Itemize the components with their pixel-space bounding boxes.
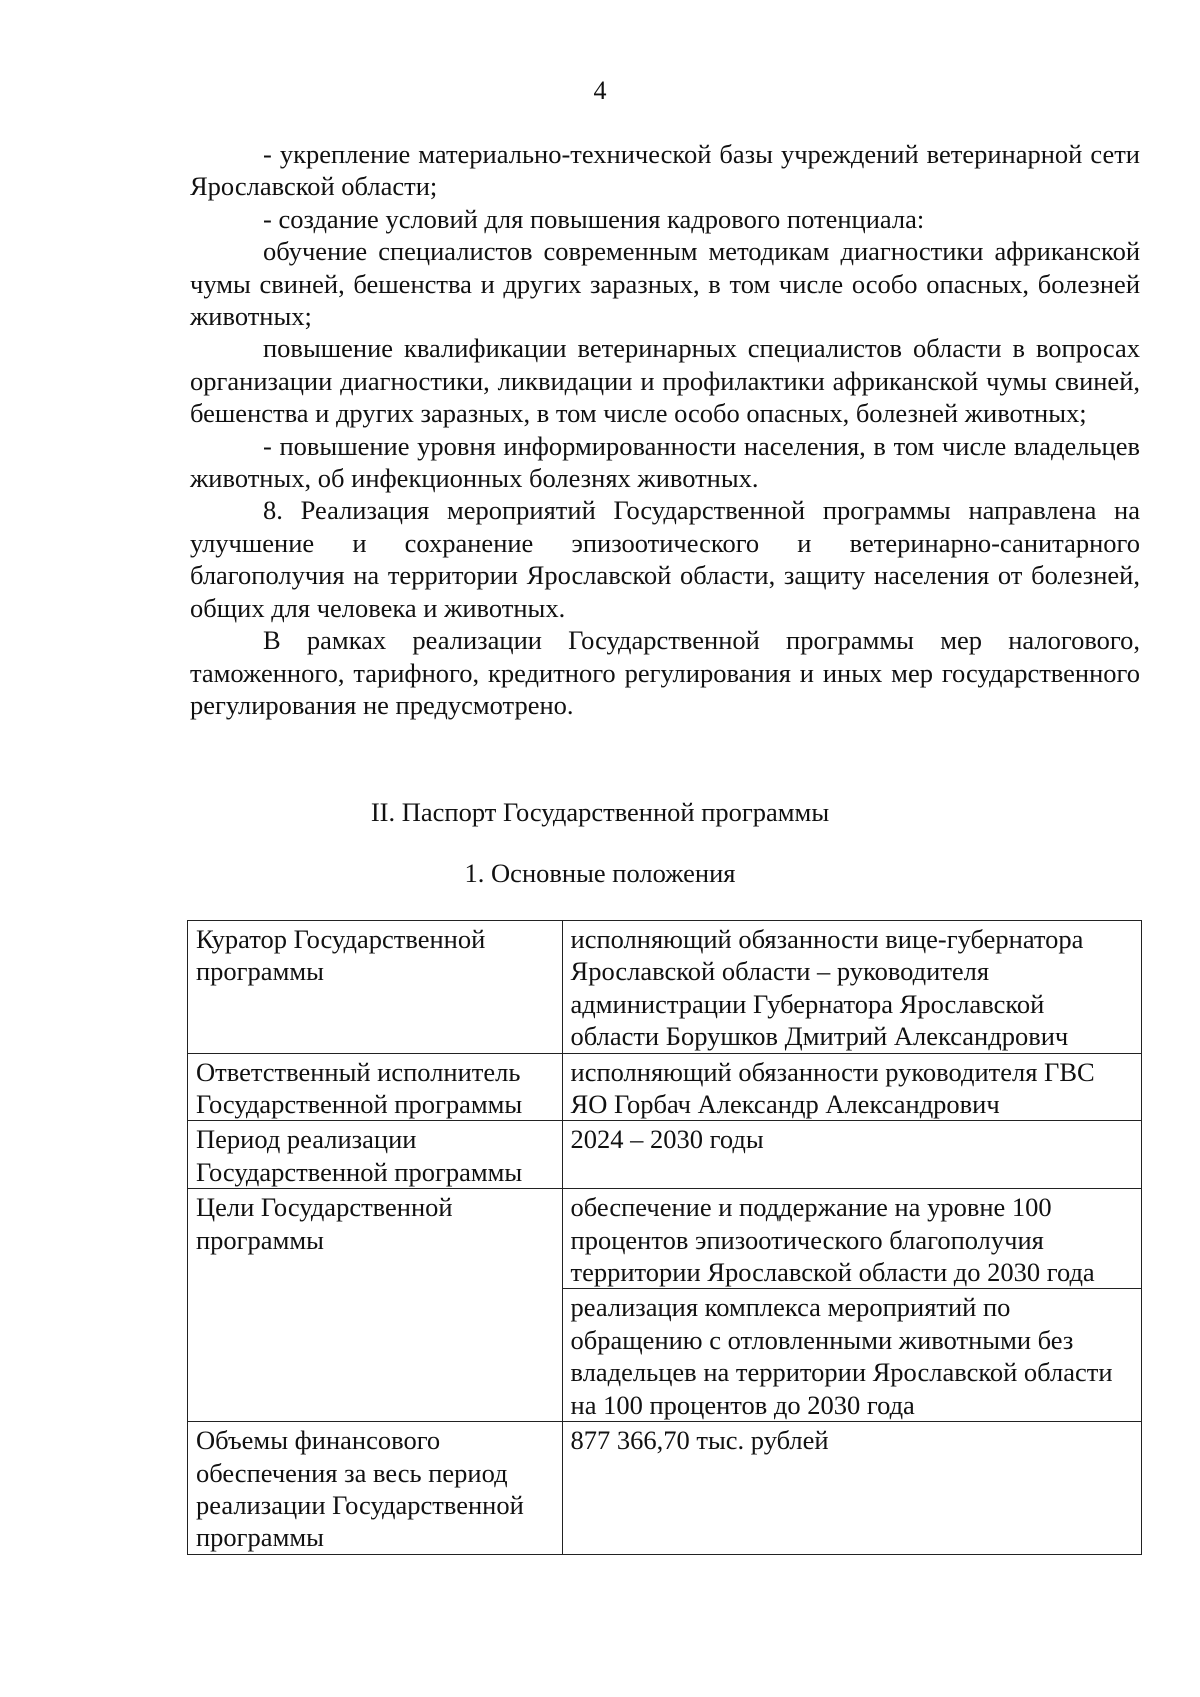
table-cell-value: исполняющий обязанности вице-губернатора Ярославской области – руководителя администрации Губернатора Ярославской области Борушков Дмитрий Александрович bbox=[562, 921, 1141, 1054]
page-number: 4 bbox=[593, 76, 607, 105]
table-cell-value: реализация комплекса мероприятий по обращению с отловленными животными без владельцев на территории Ярославской области на 100 процентов до 2030 года bbox=[562, 1289, 1141, 1422]
table-row-curator bbox=[188, 921, 1142, 1054]
table-cell-value: 2024 – 2030 годы bbox=[562, 1121, 1141, 1189]
table-cell-value: обеспечение и поддержание на уровне 100 процентов эпизоотического благополучия территории Ярославской области до 2030 года bbox=[562, 1189, 1141, 1289]
body-text bbox=[190, 138, 1140, 721]
table-cell-value: 877 366,70 тыс. рублей bbox=[562, 1422, 1141, 1555]
section-title: II. Паспорт Государственной программы bbox=[370, 797, 830, 827]
table-cell-value: исполняющий обязанности руководителя ГВС ЯО Горбач Александр Александрович bbox=[562, 1053, 1141, 1121]
paragraph-regulation-measures: В рамках реализации Государственной программы мер налогового, таможенного, тарифного, кредитного регулирования и иных мер государственного регулирования не предусмотрено. bbox=[190, 625, 1140, 720]
table-row-funding bbox=[188, 1422, 1142, 1555]
table-cell-label: Куратор Государственной программы bbox=[188, 921, 563, 1054]
paragraph-specialist-training: обучение специалистов современным методикам диагностики африканской чумы свиней, бешенства и других заразных, в том числе особо опасных, болезней животных; bbox=[190, 236, 1140, 332]
table-cell-label: Объемы финансового обеспечения за весь период реализации Государственной программы bbox=[188, 1422, 563, 1555]
table-cell-label: Ответственный исполнитель Государственной программы bbox=[188, 1053, 563, 1121]
paragraph-qualification: повышение квалификации ветеринарных специалистов области в вопросах организации диагностики, ликвидации и профилактики африканской чумы свиней, бешенства и других заразных, в том числе особо опасных, болезней животных; bbox=[190, 333, 1140, 429]
paragraph-staff-conditions: - создание условий для повышения кадрового потенциала: bbox=[263, 203, 925, 234]
section-subtitle: 1. Основные положения bbox=[464, 858, 736, 888]
paragraph-item-8: 8. Реализация мероприятий Государственной программы направлена на улучшение и сохранение эпизоотического и ветеринарно-санитарного благополучия на территории Ярославской области, защиту населения от болезней, общих для человека и животных. bbox=[190, 495, 1140, 623]
table-cell-label: Цели Государственной программы bbox=[188, 1189, 563, 1422]
paragraph-public-awareness: - повышение уровня информированности населения, в том числе владельцев животных, об инфекционных болезнях животных. bbox=[190, 430, 1140, 494]
table-row-responsible-executor bbox=[188, 1053, 1142, 1121]
table-row-goals bbox=[188, 1189, 1142, 1289]
table-row-implementation-period bbox=[188, 1121, 1142, 1189]
table-cell-label: Период реализации Государственной программы bbox=[188, 1121, 563, 1189]
passport-table bbox=[187, 920, 1142, 1555]
paragraph-material-base: - укрепление материально-технической базы учреждений ветеринарной сети Ярославской области; bbox=[190, 139, 1140, 202]
